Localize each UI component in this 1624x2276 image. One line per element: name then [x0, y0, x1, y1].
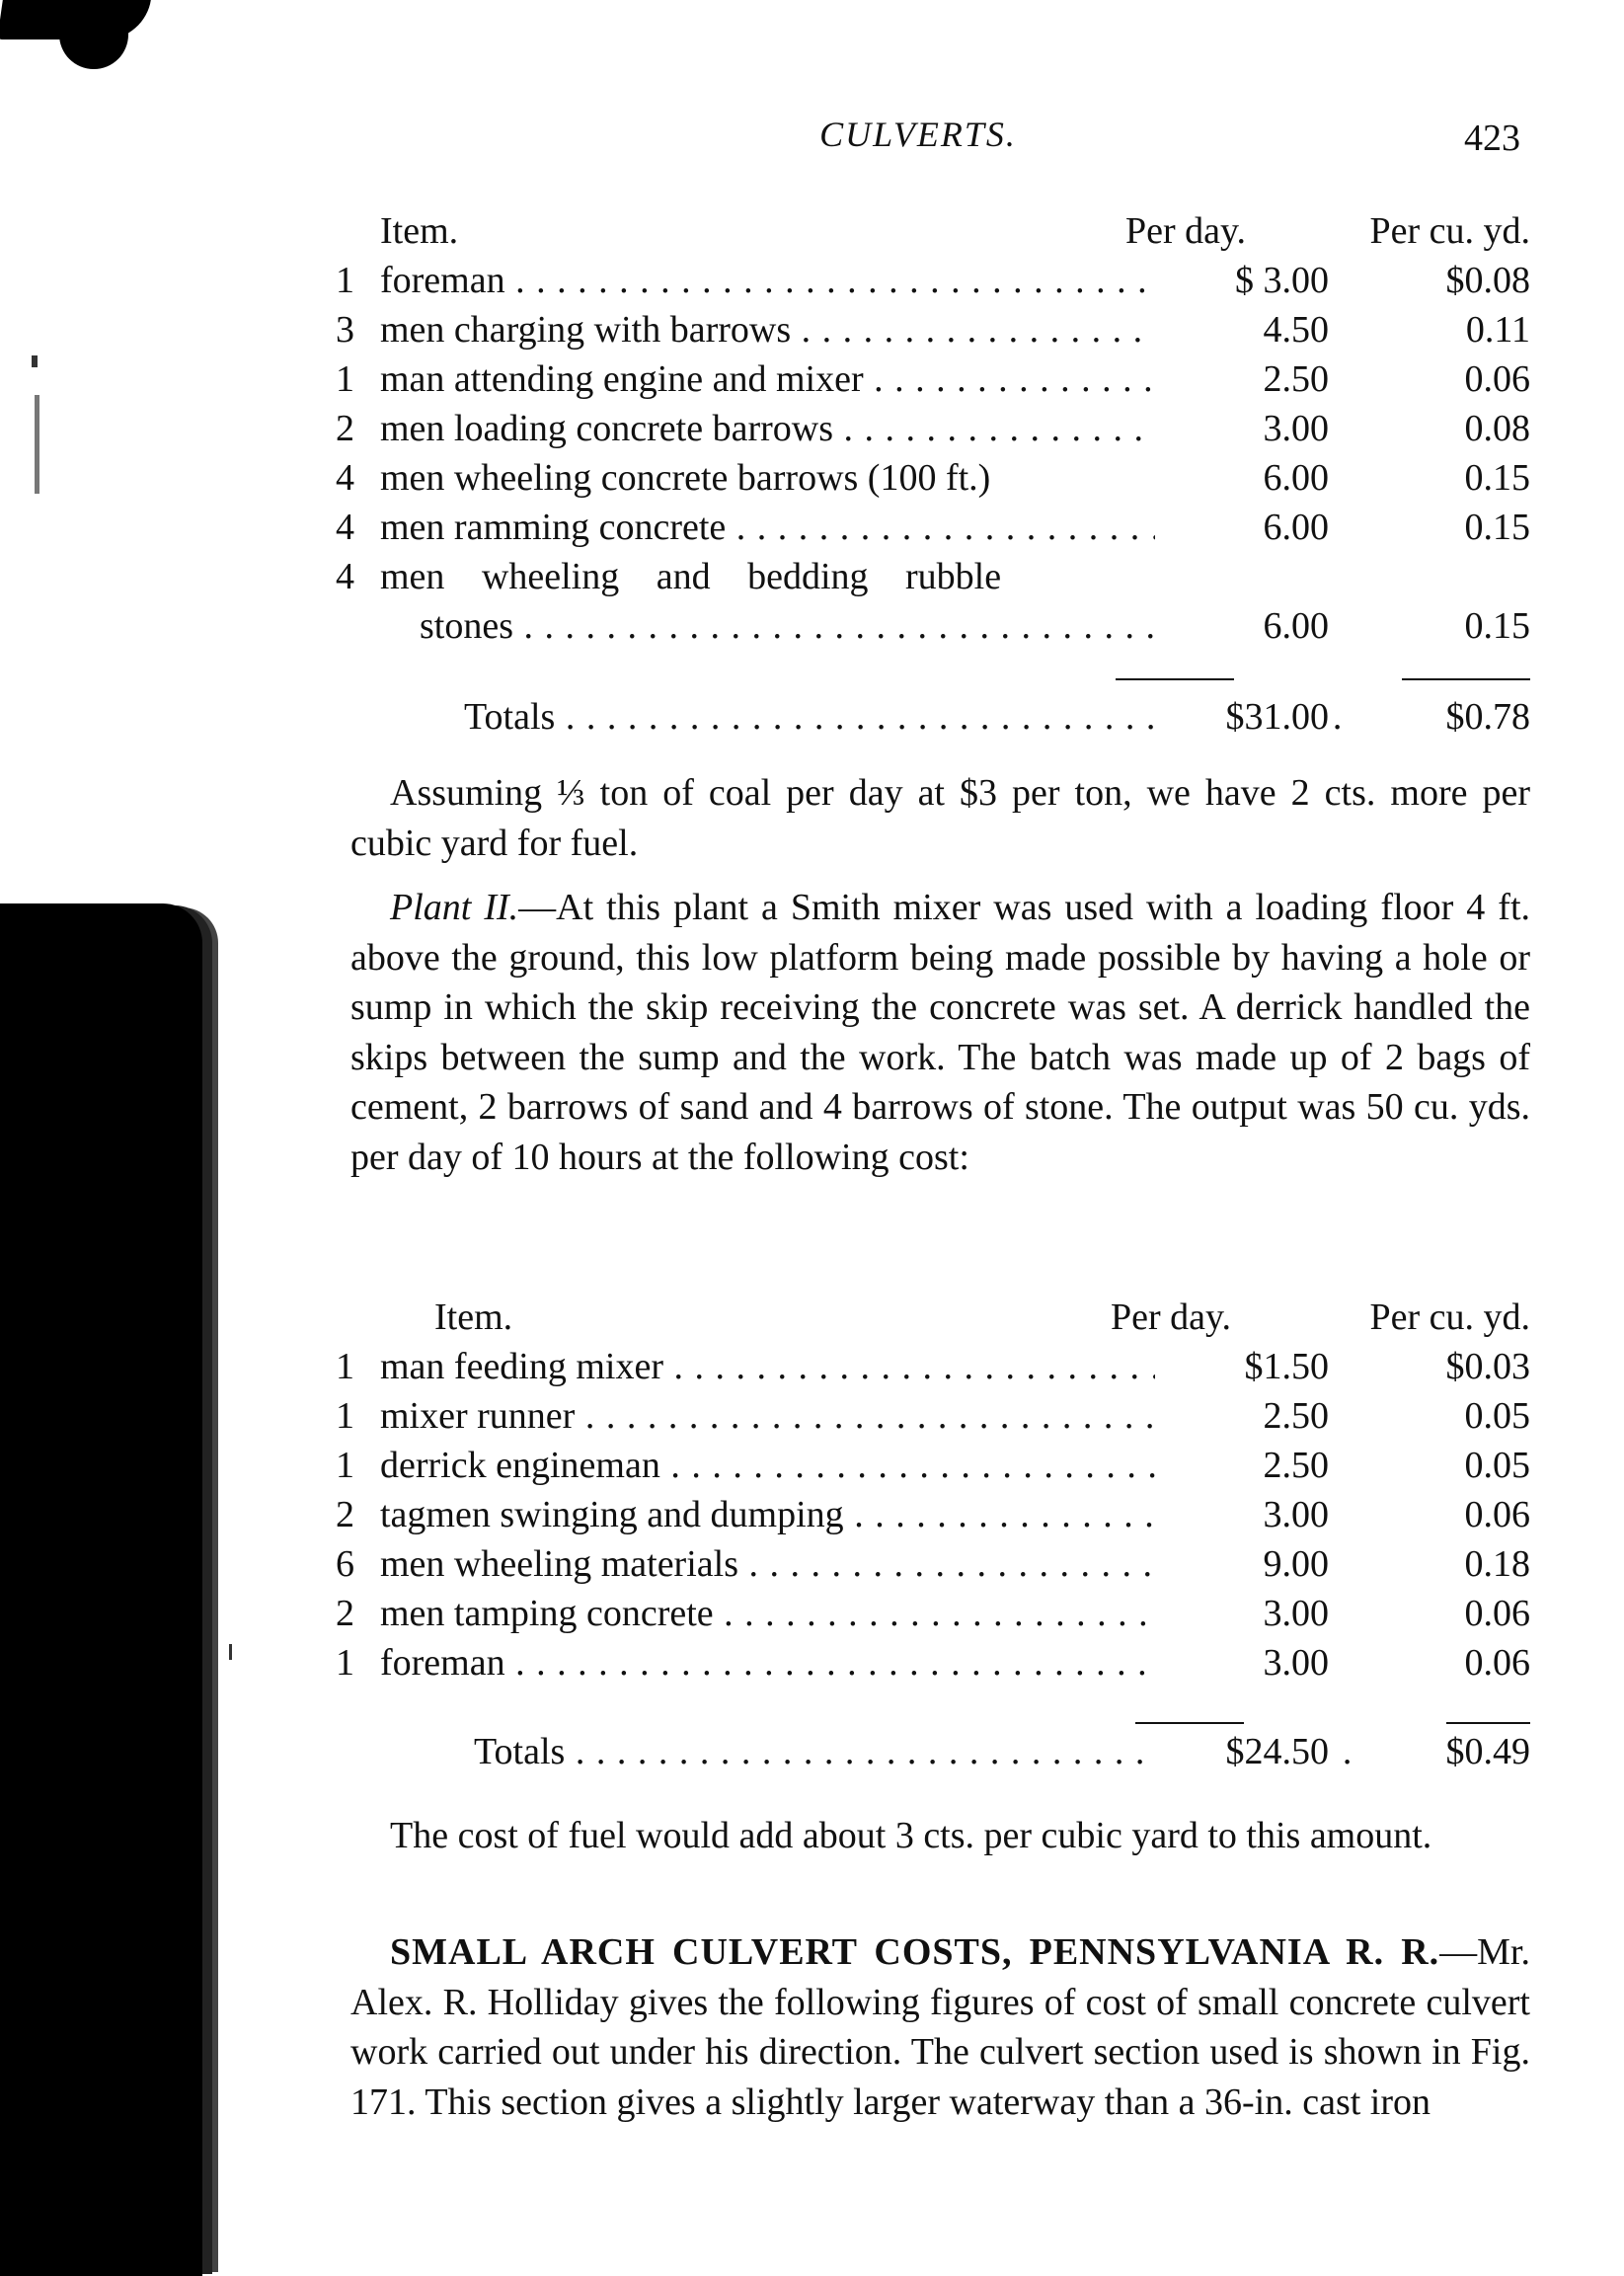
row-qty: 3	[336, 309, 354, 351]
row-qty: 2	[336, 1593, 354, 1634]
row-desc: men tamping concrete . . .	[380, 1592, 1269, 1635]
row-per-cu-yd: 0.11	[1465, 309, 1530, 351]
row-qty: 2	[336, 408, 354, 449]
row-desc: men wheeling concrete barrows (100 ft.)	[380, 457, 991, 499]
totals-per-day: $31.00	[1155, 695, 1329, 739]
row-per-day: 6.00	[1155, 506, 1329, 549]
totals-per-cu-yd: $0.49	[1445, 1731, 1530, 1772]
row-desc: men charging with barrows . . .	[380, 308, 1269, 352]
plant-2-lead: Plant II.	[390, 887, 519, 928]
paragraph-fuel-note-2: The cost of fuel would add about 3 cts. per cubic yard to this amount.	[390, 1815, 1432, 1856]
row-desc: men loading concrete barrows . . .	[380, 407, 1269, 450]
row-per-day: 3.00	[1155, 407, 1329, 450]
paragraph-small-arch-culvert: SMALL ARCH CULVERT COSTS, PENNSYLVANIA R. R.—Mr. Alex. R. Holliday gives the following figures of cost of small concrete culvert work carried out under his direction. The culvert section used is shown in Fig. 171. This section gives a slightly larger waterway than a 36-in. cast iron	[350, 1931, 1530, 2123]
col-header-item: Item.	[434, 1296, 513, 1338]
row-per-day: 3.00	[1155, 1592, 1329, 1635]
row-per-day: 2.50	[1155, 1394, 1329, 1438]
totals-per-cu-yd: $0.78	[1445, 696, 1530, 738]
row-per-cu-yd: 0.18	[1464, 1543, 1530, 1585]
row-per-day: $ 3.00	[1155, 259, 1329, 302]
col-header-per-day: Per day.	[1125, 210, 1247, 252]
row-qty: 1	[336, 260, 354, 301]
row-per-cu-yd: 0.06	[1464, 1494, 1530, 1535]
row-per-cu-yd: 0.15	[1464, 457, 1530, 499]
row-per-day: 4.50	[1155, 308, 1329, 352]
row-qty: 4	[336, 457, 354, 499]
row-desc: foreman . . .	[380, 1641, 1269, 1685]
table-row	[336, 357, 1530, 407]
row-per-cu-yd: 0.06	[1464, 1642, 1530, 1684]
row-qty: 4	[336, 556, 354, 597]
row-qty: 1	[336, 1642, 354, 1684]
row-desc: tagmen swinging and dumping . . .	[380, 1493, 1269, 1536]
row-qty: 2	[336, 1494, 354, 1535]
col-header-per-cu-yd: Per cu. yd.	[1369, 1296, 1530, 1338]
table-row	[336, 259, 1530, 308]
table-row	[336, 1542, 1530, 1592]
table-header	[336, 1295, 1530, 1345]
row-per-cu-yd: 0.05	[1464, 1395, 1530, 1437]
sum-rule	[1446, 1722, 1530, 1724]
page-number: 423	[1464, 118, 1520, 159]
row-qty: 1	[336, 358, 354, 400]
row-desc: men ramming concrete . . .	[380, 506, 1269, 549]
totals-row	[336, 695, 1530, 745]
sum-rule	[1135, 1722, 1244, 1724]
table-row	[336, 1345, 1530, 1394]
row-desc: derrick engineman . . .	[380, 1444, 1269, 1487]
table-row	[336, 555, 1530, 604]
row-per-cu-yd: 0.06	[1464, 1593, 1530, 1634]
row-per-day: 3.00	[1155, 1493, 1329, 1536]
row-per-cu-yd: $0.03	[1445, 1346, 1530, 1387]
totals-label: Totals . . .	[464, 695, 1353, 739]
col-header-per-cu-yd: Per cu. yd.	[1369, 210, 1530, 252]
col-header-per-day: Per day.	[1111, 1296, 1232, 1338]
row-desc: men wheeling and bedding rubble	[380, 556, 1002, 597]
row-per-day: 6.00	[1155, 604, 1329, 648]
row-per-day: 2.50	[1155, 357, 1329, 401]
section-heading: SMALL ARCH CULVERT COSTS, PENNSYLVANIA R. R.	[390, 1931, 1440, 1973]
row-per-cu-yd: 0.05	[1464, 1445, 1530, 1486]
row-per-cu-yd: $0.08	[1445, 260, 1530, 301]
totals-per-day: $24.50	[1155, 1730, 1329, 1773]
row-qty: 1	[336, 1346, 354, 1387]
row-qty: 1	[336, 1395, 354, 1437]
row-per-cu-yd: 0.08	[1464, 408, 1530, 449]
row-desc: man attending engine and mixer . . .	[380, 357, 1269, 401]
row-per-cu-yd: 0.15	[1464, 605, 1530, 647]
row-per-cu-yd: 0.15	[1464, 507, 1530, 548]
row-desc: man feeding mixer . . .	[380, 1345, 1269, 1388]
row-per-day: 2.50	[1155, 1444, 1329, 1487]
table-row	[336, 506, 1530, 555]
sum-rule	[1116, 678, 1234, 680]
sum-rule	[1402, 678, 1530, 680]
totals-row	[336, 1730, 1530, 1779]
cost-table-plant-1	[336, 209, 1530, 745]
table-row	[336, 1592, 1530, 1641]
row-desc: men wheeling materials . . .	[380, 1542, 1269, 1586]
table-row-continuation	[336, 604, 1530, 654]
row-qty: 6	[336, 1543, 354, 1585]
table-row	[336, 1394, 1530, 1444]
row-desc: mixer runner . . .	[380, 1394, 1269, 1438]
table-row	[336, 407, 1530, 456]
row-per-day: 9.00	[1155, 1542, 1329, 1586]
row-per-day: 6.00	[1155, 456, 1329, 500]
row-qty: 1	[336, 1445, 354, 1486]
row-desc: foreman . . .	[380, 259, 1269, 302]
row-per-day: $1.50	[1155, 1345, 1329, 1388]
paragraph-fuel-note-1: Assuming ⅓ ton of coal per day at $3 per ton, we have 2 cts. more per cubic yard for fuel.	[350, 772, 1530, 864]
table-row	[336, 1493, 1530, 1542]
table-row	[336, 456, 1530, 506]
row-per-day: 3.00	[1155, 1641, 1329, 1685]
paragraph-plant-2: Plant II.—At this plant a Smith mixer was used with a loading floor 4 ft. above the ground, this low platform being made possible by having a hole or sump in which the skip receiving the concrete was set. A derrick handled the skips between the sump and the work. The batch was made up of 2 bags of cement, 2 barrows of sand and 4 barrows of stone. The output was 50 cu. yds. per day of 10 hours at the following cost:	[350, 887, 1530, 1178]
row-qty: 4	[336, 507, 354, 548]
row-per-cu-yd: 0.06	[1464, 358, 1530, 400]
cost-table-plant-2	[336, 1295, 1530, 1779]
running-head: CULVERTS.	[819, 115, 1017, 154]
row-desc-cont: stones . . .	[420, 604, 1308, 648]
col-header-item: Item.	[380, 210, 459, 252]
table-header	[336, 209, 1530, 259]
table-row	[336, 1444, 1530, 1493]
table-row	[336, 308, 1530, 357]
table-row	[336, 1641, 1530, 1690]
totals-label: Totals . . .	[474, 1730, 1362, 1773]
